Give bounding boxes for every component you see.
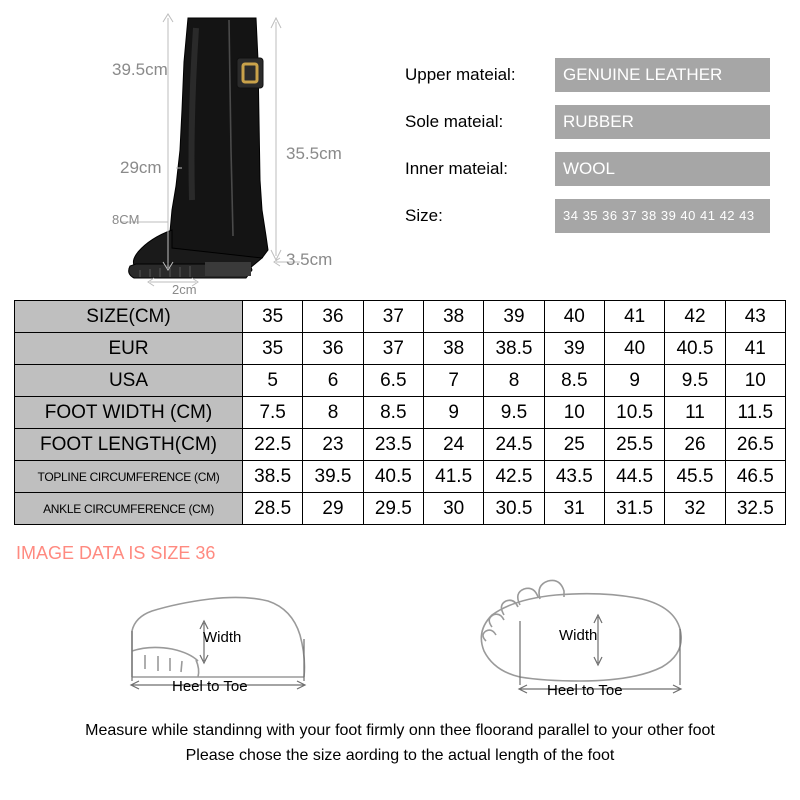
table-cell: 22.5 <box>243 429 303 461</box>
dimension-topline-width: 8CM <box>112 212 140 227</box>
table-cell: 32.5 <box>725 493 785 525</box>
dimension-boot-height: 35.5cm <box>286 144 342 163</box>
table-cell: 23.5 <box>363 429 423 461</box>
spec-label-sole-material: Sole mateial: <box>405 112 504 131</box>
table-cell: 9 <box>423 397 483 429</box>
table-cell: 8.5 <box>544 365 604 397</box>
instruction-line-2: Please chose the size aording to the actual length of the foot <box>185 747 615 764</box>
table-cell: 41.5 <box>423 461 483 493</box>
table-row-header: USA <box>15 365 243 397</box>
table-row <box>15 397 786 429</box>
table-row-header: ANKLE CIRCUMFERENCE (CM) <box>15 493 243 525</box>
table-row-header: SIZE(CM) <box>15 301 243 333</box>
spec-row-sole-material <box>405 105 795 139</box>
table-row <box>15 333 786 365</box>
dimension-shaft-height: 39.5cm <box>112 60 168 79</box>
table-cell: 43.5 <box>544 461 604 493</box>
table-cell: 25 <box>544 429 604 461</box>
side-view-length-label: Heel to Toe <box>172 678 248 695</box>
table-cell: 5 <box>243 365 303 397</box>
spec-value-sole-material: RUBBER <box>555 105 770 139</box>
table-cell: 7.5 <box>243 397 303 429</box>
table-cell: 41 <box>725 333 785 365</box>
top-view-length-label: Heel to Toe <box>547 682 623 699</box>
size-chart <box>14 300 786 525</box>
top-section <box>0 0 800 297</box>
table-cell: 29.5 <box>363 493 423 525</box>
table-cell: 6.5 <box>363 365 423 397</box>
table-cell: 38 <box>423 333 483 365</box>
table-cell: 35 <box>243 301 303 333</box>
spec-value-inner-material: WOOL <box>555 152 770 186</box>
spec-row-size-list <box>405 199 795 233</box>
instruction-line-1: Measure while standinng with your foot firmly onn thee floorand parallel to your other foot <box>85 722 715 739</box>
table-cell: 11.5 <box>725 397 785 429</box>
table-row-header: FOOT LENGTH(CM) <box>15 429 243 461</box>
side-view-width-label: Width <box>203 629 242 646</box>
table-cell: 36 <box>303 333 363 365</box>
table-cell: 10 <box>544 397 604 429</box>
table-cell: 37 <box>363 301 423 333</box>
table-cell: 44.5 <box>604 461 664 493</box>
measurement-instructions <box>0 718 800 768</box>
table-row <box>15 461 786 493</box>
boot-heel <box>205 262 251 276</box>
boot-illustration <box>0 0 400 297</box>
table-cell: 45.5 <box>665 461 725 493</box>
material-specs <box>405 58 795 246</box>
table-cell: 10.5 <box>604 397 664 429</box>
table-cell: 11 <box>665 397 725 429</box>
dimension-heel-height: 3.5cm <box>286 250 333 269</box>
table-cell: 26.5 <box>725 429 785 461</box>
table-cell: 41 <box>604 301 664 333</box>
table-cell: 43 <box>725 301 785 333</box>
table-row-header: TOPLINE CIRCUMFERENCE (CM) <box>15 461 243 493</box>
table-cell: 40.5 <box>665 333 725 365</box>
table-cell: 40 <box>604 333 664 365</box>
spec-row-upper-material <box>405 58 795 92</box>
dimension-calf-circumference: 29cm <box>120 158 162 177</box>
table-cell: 31 <box>544 493 604 525</box>
table-cell: 39 <box>544 333 604 365</box>
table-cell: 40.5 <box>363 461 423 493</box>
spec-value-upper-material: GENUINE LEATHER <box>555 58 770 92</box>
table-cell: 39 <box>484 301 544 333</box>
table-cell: 40 <box>544 301 604 333</box>
spec-label-size-list: Size: <box>405 206 443 225</box>
table-cell: 29 <box>303 493 363 525</box>
table-cell: 9.5 <box>665 365 725 397</box>
table-cell: 42.5 <box>484 461 544 493</box>
table-cell: 46.5 <box>725 461 785 493</box>
table-row-header: FOOT WIDTH (CM) <box>15 397 243 429</box>
table-row-header: EUR <box>15 333 243 365</box>
table-cell: 25.5 <box>604 429 664 461</box>
table-cell: 32 <box>665 493 725 525</box>
table-cell: 36 <box>303 301 363 333</box>
table-row <box>15 429 786 461</box>
feet-drawing <box>0 565 800 715</box>
table-cell: 24 <box>423 429 483 461</box>
spec-label-upper-material: Upper mateial: <box>405 65 516 84</box>
table-cell: 37 <box>363 333 423 365</box>
table-cell: 28.5 <box>243 493 303 525</box>
table-cell: 9.5 <box>484 397 544 429</box>
top-view-width-label: Width <box>559 627 598 644</box>
table-cell: 24.5 <box>484 429 544 461</box>
table-cell: 30 <box>423 493 483 525</box>
table-cell: 8 <box>484 365 544 397</box>
table-cell: 30.5 <box>484 493 544 525</box>
size-table <box>14 300 786 525</box>
dimension-bottom-width: 2cm <box>172 282 197 297</box>
table-cell: 7 <box>423 365 483 397</box>
table-row <box>15 493 786 525</box>
foot-measure-diagrams <box>0 565 800 715</box>
table-cell: 38.5 <box>484 333 544 365</box>
table-row <box>15 365 786 397</box>
spec-row-inner-material <box>405 152 795 186</box>
table-cell: 39.5 <box>303 461 363 493</box>
table-cell: 8.5 <box>363 397 423 429</box>
table-cell: 9 <box>604 365 664 397</box>
spec-label-inner-material: Inner mateial: <box>405 159 508 178</box>
table-cell: 23 <box>303 429 363 461</box>
boot-body <box>170 18 268 262</box>
table-cell: 31.5 <box>604 493 664 525</box>
image-size-note: IMAGE DATA IS SIZE 36 <box>16 543 216 563</box>
table-cell: 35 <box>243 333 303 365</box>
table-row <box>15 301 786 333</box>
table-cell: 26 <box>665 429 725 461</box>
table-cell: 6 <box>303 365 363 397</box>
table-cell: 8 <box>303 397 363 429</box>
table-cell: 42 <box>665 301 725 333</box>
table-cell: 38.5 <box>243 461 303 493</box>
table-cell: 10 <box>725 365 785 397</box>
table-cell: 38 <box>423 301 483 333</box>
spec-value-size-list: 34 35 36 37 38 39 40 41 42 43 <box>555 199 770 233</box>
